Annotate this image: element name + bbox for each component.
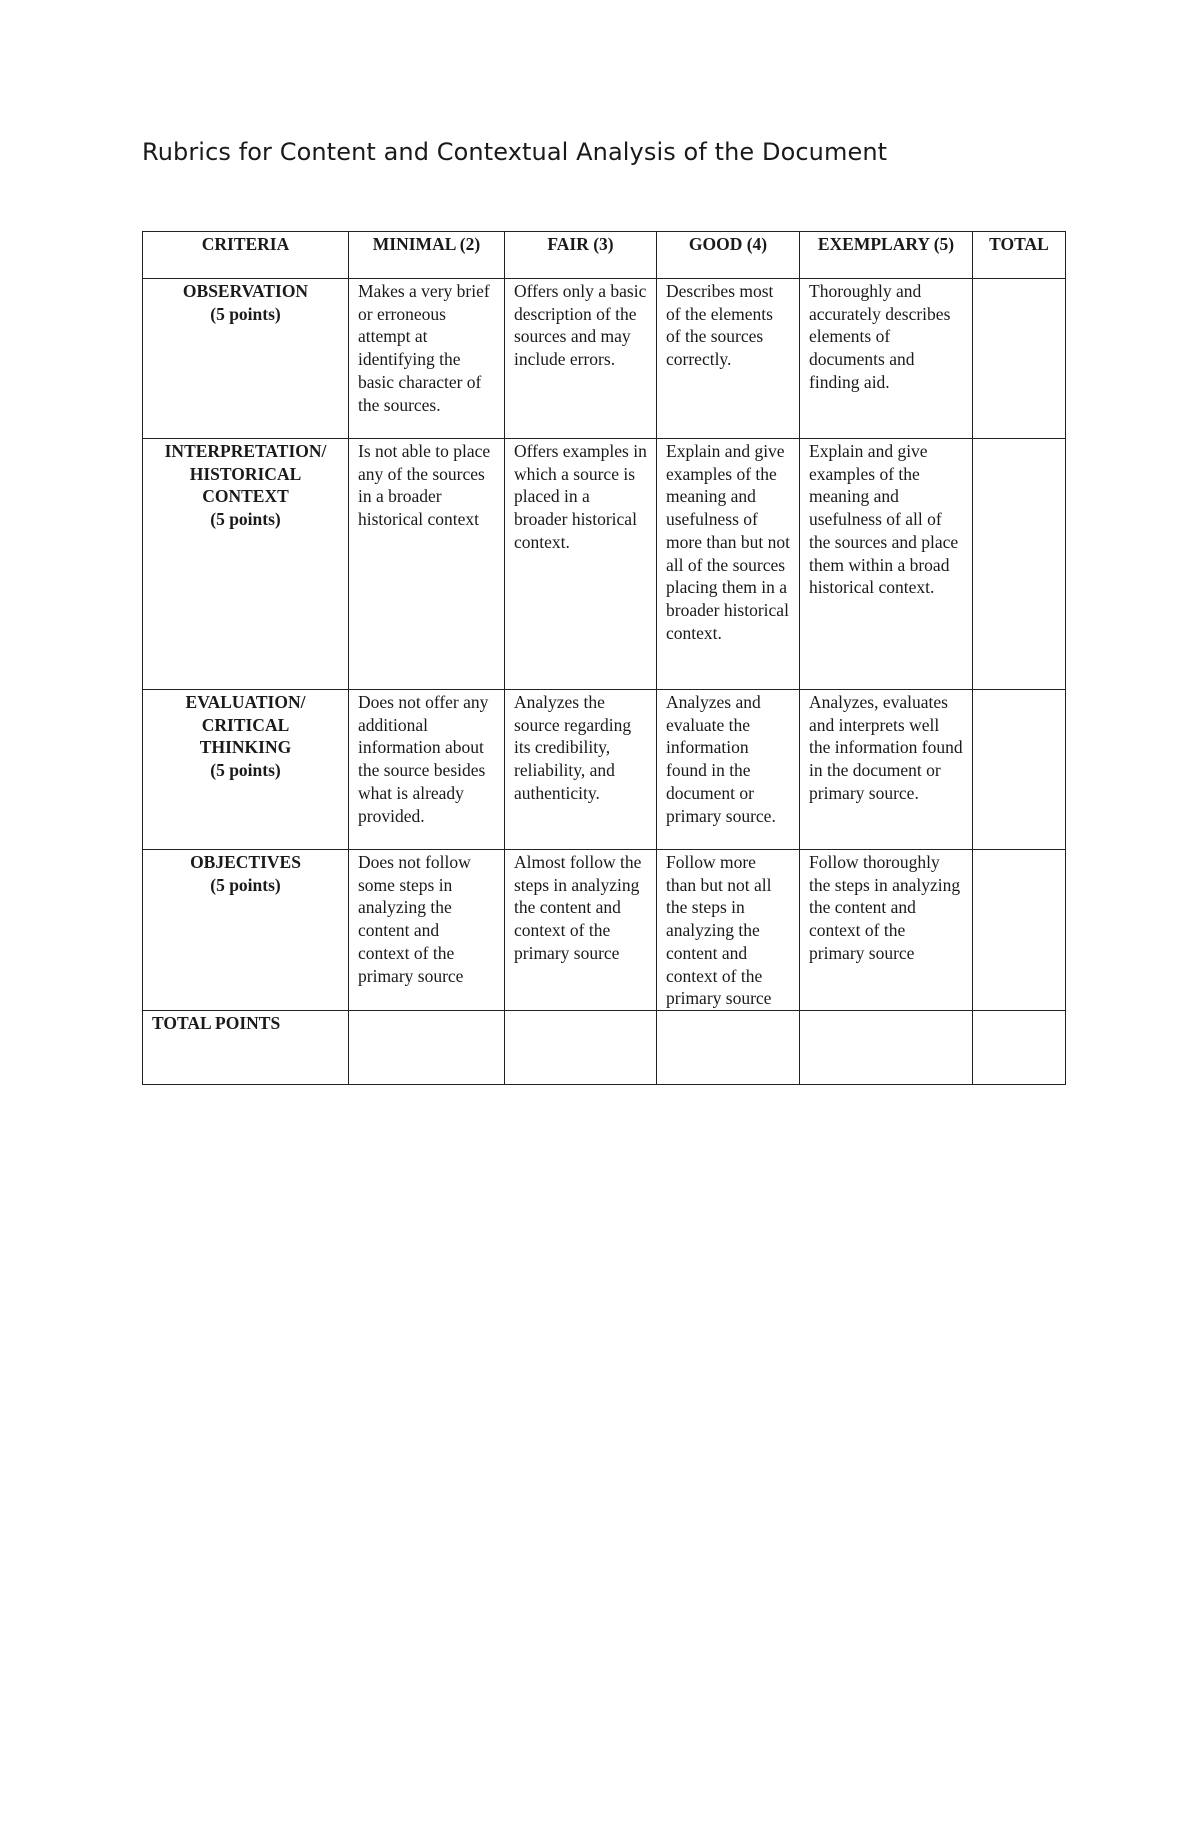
criteria-cell (143, 850, 349, 1011)
header-criteria: CRITERIA (143, 232, 349, 279)
total-cell (973, 279, 1066, 439)
criteria-cell (143, 279, 349, 439)
header-minimal: MINIMAL (2) (349, 232, 505, 279)
total-cell (973, 439, 1066, 690)
header-fair: FAIR (3) (505, 232, 657, 279)
minimal-cell: Does not follow some steps in analyzing the content and context of the primary source (349, 850, 505, 1011)
total-points-fair-cell (505, 1010, 657, 1084)
total-points-label: TOTAL POINTS (143, 1010, 349, 1084)
criteria-label: HISTORICAL (189, 463, 302, 484)
header-total: TOTAL (973, 232, 1066, 279)
page-title: Rubrics for Content and Contextual Analysis of the Document (142, 138, 888, 166)
fair-cell: Offers only a basic description of the sources and may include errors. (505, 279, 657, 439)
rubric-table (142, 231, 1066, 1085)
good-cell: Analyzes and evaluate the information found in the document or primary source. (657, 690, 800, 850)
total-points-exemplary-cell (800, 1010, 973, 1084)
criteria-label: CRITICAL (201, 714, 290, 735)
good-cell: Explain and give examples of the meaning and usefulness of more than but not all of the sources placing them in a broader historical context. (657, 439, 800, 690)
minimal-cell: Makes a very brief or erroneous attempt at identifying the basic character of the sources. (349, 279, 505, 439)
total-points-total-cell (973, 1010, 1066, 1084)
criteria-cell (143, 439, 349, 690)
criteria-label: THINKING (199, 737, 292, 758)
total-points-row (143, 1010, 1066, 1084)
header-exemplary: EXEMPLARY (5) (800, 232, 973, 279)
total-cell (973, 850, 1066, 1011)
minimal-cell: Does not offer any additional information about the source besides what is already provided. (349, 690, 505, 850)
good-cell: Follow more than but not all the steps in analyzing the content and context of the primary source (657, 850, 800, 1011)
criteria-points: (5 points) (210, 509, 281, 530)
criteria-points: (5 points) (210, 874, 281, 895)
fair-cell: Offers examples in which a source is placed in a broader historical context. (505, 439, 657, 690)
criteria-points: (5 points) (210, 760, 281, 781)
total-points-good-cell (657, 1010, 800, 1084)
exemplary-cell: Analyzes, evaluates and interprets well the information found in the document or primary source. (800, 690, 973, 850)
criteria-label: OBSERVATION (182, 281, 309, 301)
minimal-cell: Is not able to place any of the sources in a broader historical context (349, 439, 505, 690)
exemplary-cell: Follow thoroughly the steps in analyzing the content and context of the primary source (800, 850, 973, 1011)
table-row (143, 279, 1066, 439)
criteria-points: (5 points) (210, 303, 281, 324)
criteria-cell (143, 690, 349, 850)
fair-cell: Almost follow the steps in analyzing the content and context of the primary source (505, 850, 657, 1011)
total-cell (973, 690, 1066, 850)
header-good: GOOD (4) (657, 232, 800, 279)
table-header-row (143, 232, 1066, 279)
criteria-label: OBJECTIVES (190, 852, 301, 872)
table-row (143, 439, 1066, 690)
exemplary-cell: Thoroughly and accurately describes elements of documents and finding aid. (800, 279, 973, 439)
criteria-label: CONTEXT (202, 486, 289, 507)
criteria-label: INTERPRETATION/ (164, 441, 327, 461)
total-points-minimal-cell (349, 1010, 505, 1084)
good-cell: Describes most of the elements of the sources correctly. (657, 279, 800, 439)
exemplary-cell: Explain and give examples of the meaning and usefulness of all of the sources and place them within a broad historical context. (800, 439, 973, 690)
criteria-label: EVALUATION/ (185, 692, 306, 712)
table-row (143, 690, 1066, 850)
fair-cell: Analyzes the source regarding its credibility, reliability, and authenticity. (505, 690, 657, 850)
table-row (143, 850, 1066, 1011)
